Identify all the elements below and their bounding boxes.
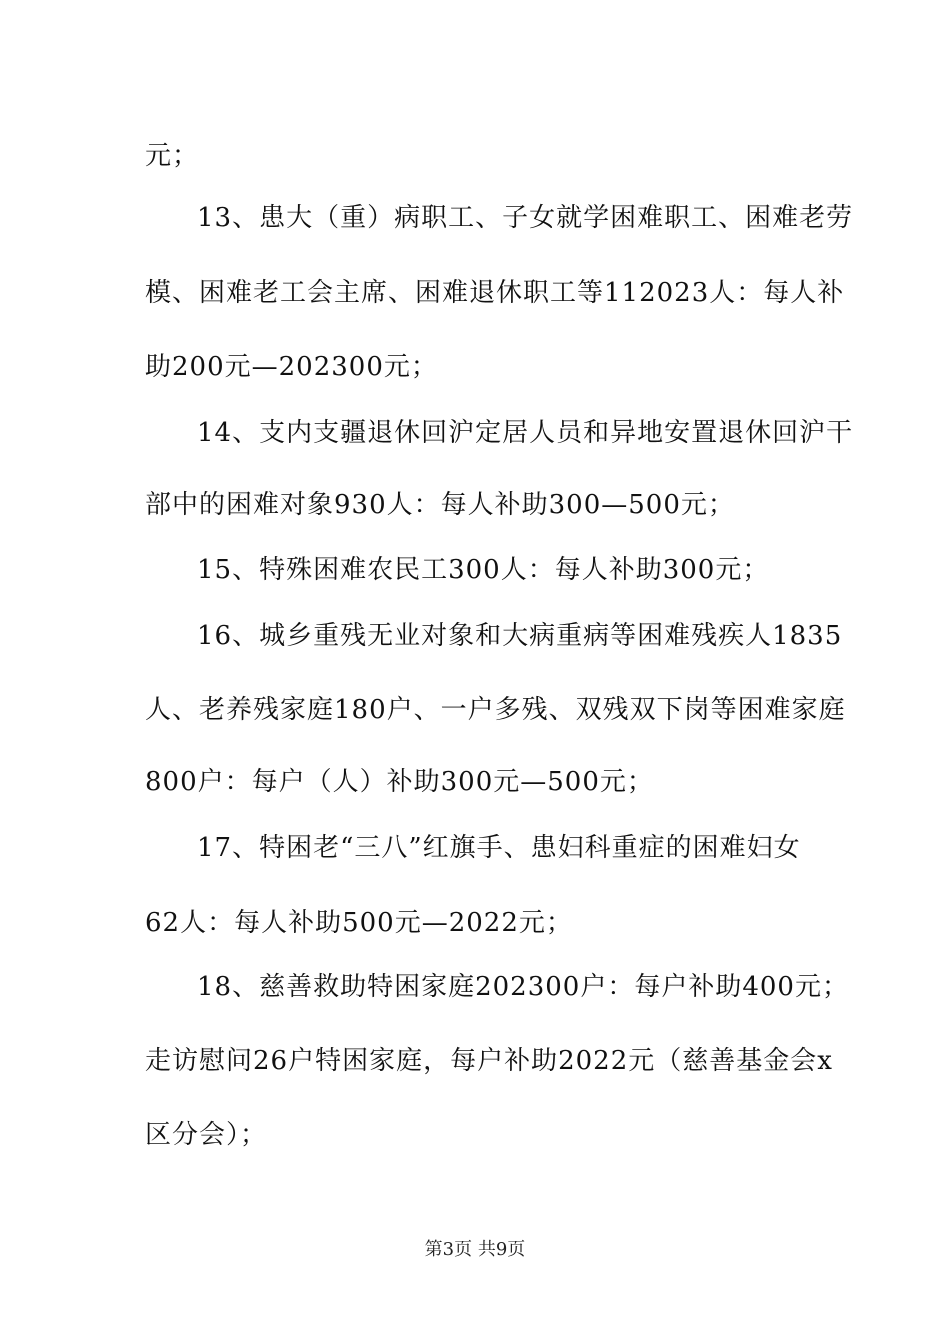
page-number-footer: 第3页 共9页 — [424, 1239, 526, 1260]
text-line-13: 18、慈善救助特困家庭202300户：每户补助400元； — [197, 972, 849, 1002]
text-line-3: 模、困难老工会主席、困难退休职工等112023人：每人补 — [145, 278, 845, 308]
text-line-5: 14、支内支疆退休回沪定居人员和异地安置退休回沪干 — [197, 418, 854, 448]
text-line-8: 16、城乡重残无业对象和大病重病等困难残疾人1835 — [197, 621, 843, 651]
text-line-1: 元； — [145, 141, 200, 171]
text-line-4: 助200元—202300元； — [145, 352, 438, 382]
text-line-11: 17、特困老“三八”红旗手、患妇科重症的困难妇女 — [197, 833, 801, 863]
text-line-12: 62人：每人补助500元—2022元； — [145, 908, 573, 938]
text-line-6: 部中的困难对象930人：每人补助300—500元； — [145, 490, 735, 520]
text-line-14: 走访慰问26户特困家庭，每户补助2022元（慈善基金会x — [145, 1046, 833, 1076]
text-line-10: 800户：每户（人）补助300元—500元； — [145, 767, 654, 797]
text-line-2: 13、患大（重）病职工、子女就学困难职工、困难老劳 — [197, 203, 854, 233]
text-line-9: 人、老养残家庭180户、一户多残、双残双下岗等困难家庭 — [145, 695, 846, 725]
text-line-15: 区分会）； — [145, 1120, 268, 1150]
text-line-7: 15、特殊困难农民工300人：每人补助300元； — [197, 555, 770, 585]
